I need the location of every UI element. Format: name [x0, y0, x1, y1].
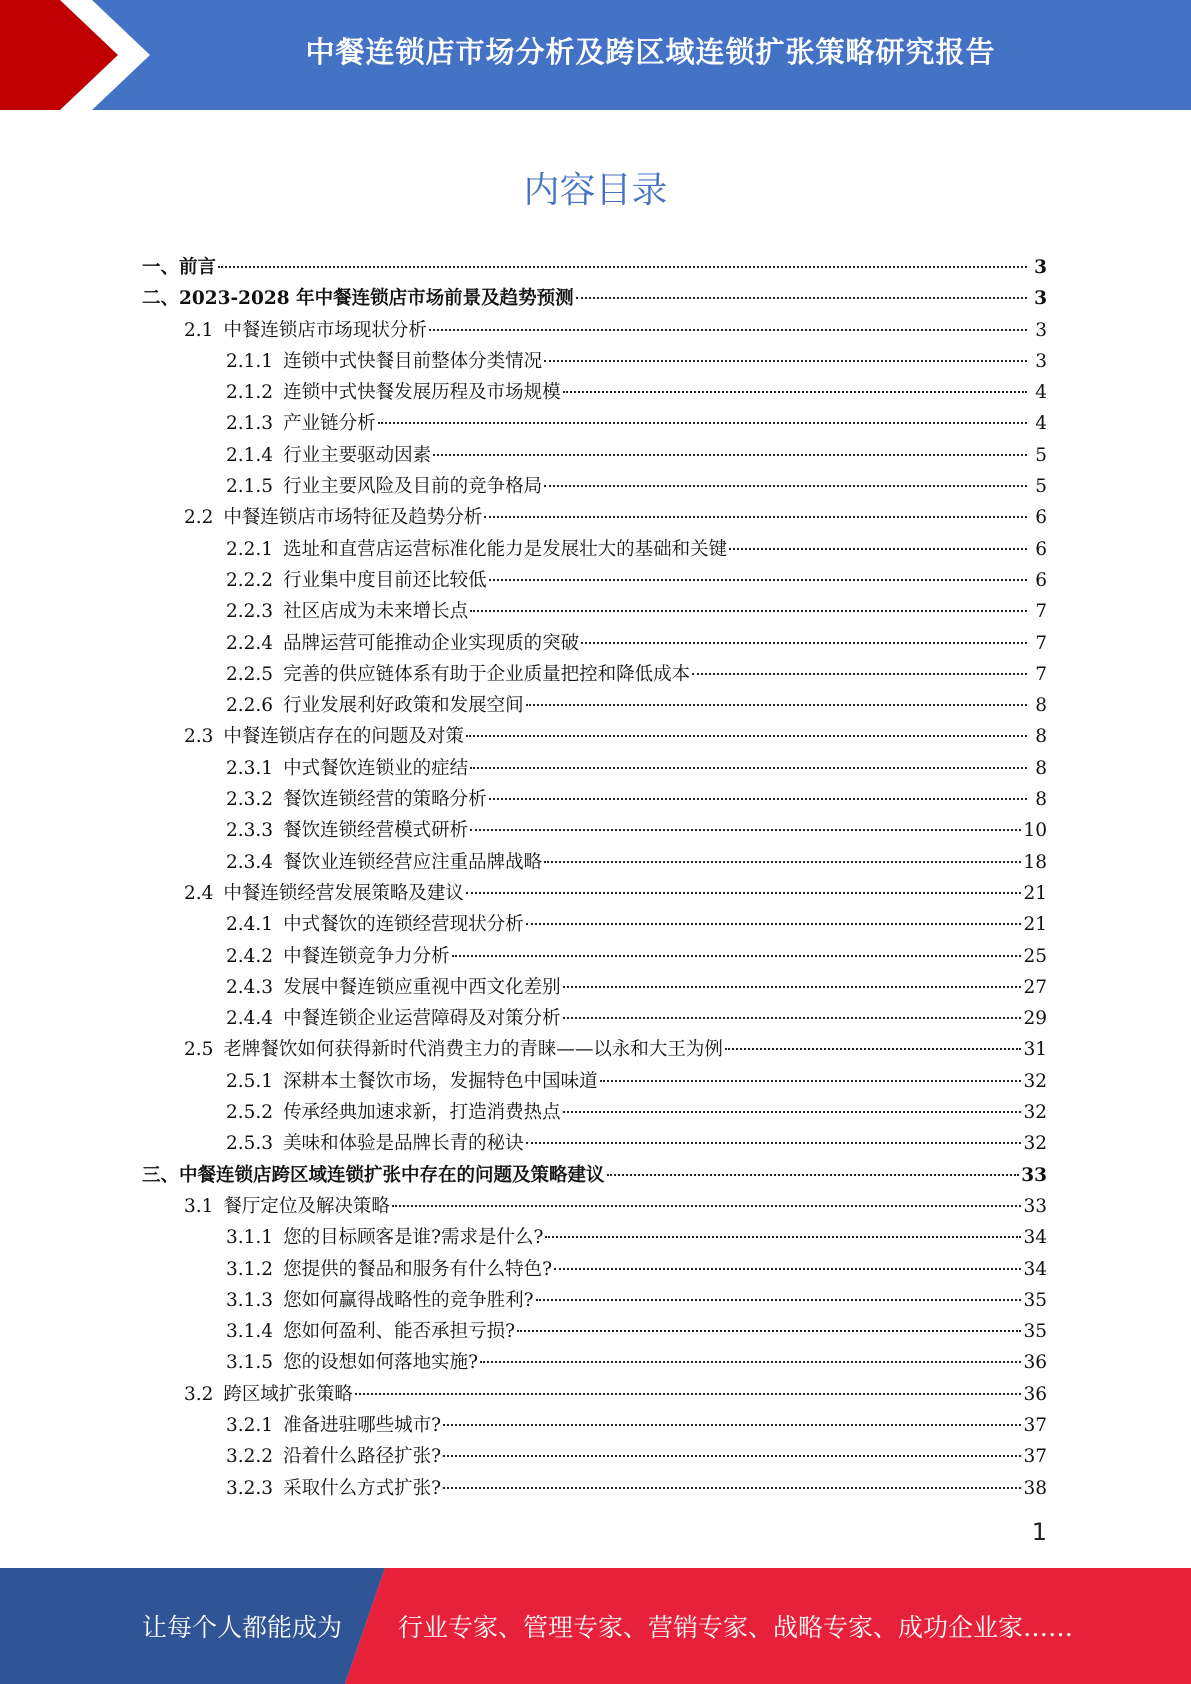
toc-dot-leader	[563, 1017, 1022, 1019]
toc-dot-leader	[517, 1330, 1021, 1332]
toc-entry[interactable]	[142, 1255, 1047, 1286]
toc-entry-title: 连锁中式快餐目前整体分类情况	[283, 350, 543, 372]
toc-entry-number: 2.5.2	[226, 1102, 274, 1124]
toc-entry-number: 2.2.3	[226, 601, 274, 623]
toc-entry[interactable]	[142, 378, 1047, 409]
toc-entry-title: 中餐连锁店市场特征及趋势分析	[223, 507, 483, 529]
toc-entry-page: 4	[1035, 413, 1047, 435]
toc-entry[interactable]	[142, 1411, 1047, 1442]
toc-entry-title: 行业主要驱动因素	[283, 444, 432, 466]
toc-entry-number: 2.1.2	[226, 382, 274, 404]
toc-entry-title: 连锁中式快餐发展历程及市场规模	[283, 382, 561, 404]
toc-dot-leader	[600, 1080, 1022, 1082]
toc-dot-leader	[544, 861, 1021, 863]
toc-heading: 内容目录	[523, 170, 668, 211]
toc-dot-leader	[429, 329, 1027, 331]
toc-entry-number: 3.2.3	[226, 1477, 274, 1499]
toc-entry-page: 18	[1023, 851, 1047, 873]
toc-entry-page: 32	[1023, 1133, 1047, 1155]
toc-entry-title: 完善的供应链体系有助于企业质量把控和降低成本	[283, 663, 691, 685]
toc-entry[interactable]	[142, 1067, 1047, 1098]
toc-entry-page: 25	[1023, 945, 1047, 967]
toc-entry[interactable]	[142, 722, 1047, 753]
toc-entry-title: 前言	[179, 257, 217, 278]
toc-entry-title: 选址和直营店运营标准化能力是发展壮大的基础和关键	[283, 538, 728, 560]
toc-entry[interactable]	[142, 1098, 1047, 1129]
toc-entry-number: 2.2.4	[226, 632, 274, 654]
toc-dot-leader	[526, 704, 1027, 706]
toc-entry-number: 2.3.4	[226, 851, 274, 873]
toc-entry-title: 您的设想如何落地实施?	[283, 1352, 478, 1374]
toc-entry-page: 27	[1023, 976, 1047, 998]
toc-entry-title: 发展中餐连锁应重视中西文化差别	[283, 976, 561, 998]
toc-entry-number: 3.2.2	[226, 1446, 274, 1468]
toc-dot-leader	[470, 610, 1027, 612]
toc-entry[interactable]	[142, 879, 1047, 910]
toc-dot-leader	[545, 1236, 1021, 1238]
toc-entry-page: 34	[1023, 1227, 1047, 1249]
toc-entry[interactable]	[142, 1380, 1047, 1411]
toc-entry-title: 品牌运营可能推动企业实现质的突破	[283, 632, 580, 654]
toc-entry-page: 7	[1035, 632, 1047, 654]
toc-entry-number: 2.4	[184, 882, 214, 904]
toc-entry[interactable]	[142, 347, 1047, 378]
toc-entry-title: 中餐连锁店跨区域连锁扩张中存在的问题及策略建议	[179, 1164, 605, 1186]
toc-entry[interactable]	[142, 1129, 1047, 1160]
toc-entry-title: 餐饮连锁经营的策略分析	[283, 789, 487, 811]
toc-entry[interactable]	[142, 1161, 1047, 1192]
footer-banner	[0, 1568, 1191, 1684]
toc-entry-title: 美味和体验是品牌长青的秘诀	[283, 1133, 524, 1155]
toc-dot-leader	[443, 1424, 1021, 1426]
toc-entry[interactable]	[142, 1317, 1047, 1348]
toc-dot-leader	[470, 829, 1021, 831]
report-title: 中餐连锁店市场分析及跨区域连锁扩张策略研究报告	[305, 34, 996, 69]
table-of-contents	[142, 253, 1047, 1505]
toc-entry-page: 32	[1023, 1102, 1047, 1124]
toc-entry-page: 6	[1035, 538, 1047, 560]
toc-entry[interactable]	[142, 1004, 1047, 1035]
toc-entry[interactable]	[142, 910, 1047, 941]
toc-entry-number: 2.4.1	[226, 914, 274, 936]
page-number: 1	[1031, 1518, 1047, 1546]
footer-slogan-left: 让每个人都能成为	[142, 1613, 343, 1642]
toc-dot-leader	[563, 391, 1027, 393]
header-banner	[0, 0, 1191, 110]
footer-slogan-right: 行业专家、管理专家、营销专家、战略专家、成功企业家……	[398, 1613, 1074, 1642]
toc-dot-leader	[489, 798, 1027, 800]
toc-dot-leader	[581, 642, 1027, 644]
toc-entry[interactable]	[142, 1223, 1047, 1254]
toc-entry-page: 5	[1035, 476, 1047, 498]
toc-entry[interactable]	[142, 816, 1047, 847]
toc-entry-number: 3.1.2	[226, 1258, 274, 1280]
toc-entry-title: 中餐连锁经营发展策略及建议	[223, 882, 464, 904]
toc-entry[interactable]	[142, 597, 1047, 628]
toc-entry-number: 2.4.3	[226, 976, 274, 998]
toc-dot-leader	[443, 1487, 1021, 1489]
toc-dot-leader	[466, 735, 1027, 737]
toc-dot-leader	[355, 1393, 1022, 1395]
toc-entry-number: 2.1.1	[226, 350, 274, 372]
toc-entry-title: 中餐连锁店市场现状分析	[223, 319, 427, 341]
toc-entry-page: 3	[1035, 350, 1047, 372]
toc-entry-page: 6	[1035, 569, 1047, 591]
toc-entry-page: 35	[1023, 1321, 1047, 1343]
toc-entry-number: 2.5.3	[226, 1133, 274, 1155]
toc-entry-number: 2.1.5	[226, 476, 274, 498]
toc-entry[interactable]	[142, 1474, 1047, 1505]
toc-entry-title: 中式餐饮的连锁经营现状分析	[283, 914, 524, 936]
toc-dot-leader	[526, 1142, 1022, 1144]
toc-entry[interactable]	[142, 284, 1047, 315]
toc-entry-title: 行业主要风险及目前的竞争格局	[283, 476, 543, 498]
toc-entry[interactable]	[142, 1192, 1047, 1223]
toc-dot-leader	[729, 548, 1027, 550]
toc-entry[interactable]	[142, 409, 1047, 440]
toc-entry-title: 中餐连锁企业运营障碍及对策分析	[283, 1008, 561, 1030]
toc-entry[interactable]	[142, 785, 1047, 816]
toc-entry-title: 餐饮连锁经营模式研析	[283, 820, 469, 842]
toc-entry-page: 33	[1021, 1164, 1047, 1186]
toc-entry[interactable]	[142, 1286, 1047, 1317]
toc-entry-title: 行业发展利好政策和发展空间	[283, 695, 524, 717]
toc-entry-page: 4	[1035, 382, 1047, 404]
toc-dot-leader	[378, 422, 1027, 424]
toc-entry[interactable]	[142, 754, 1047, 785]
toc-entry-number: 2.2.1	[226, 538, 274, 560]
toc-entry-title: 中式餐饮连锁业的症结	[283, 757, 469, 779]
toc-entry-page: 8	[1035, 789, 1047, 811]
toc-entry-number: 2.1	[184, 319, 214, 341]
toc-entry-number: 3.1.3	[226, 1289, 274, 1311]
toc-entry-title: 产业链分析	[283, 413, 376, 435]
toc-entry-title: 行业集中度目前还比较低	[283, 569, 487, 591]
toc-entry-title: 您提供的餐品和服务有什么特色?	[283, 1258, 552, 1280]
toc-dot-leader	[536, 1299, 1022, 1301]
toc-entry-page: 36	[1023, 1352, 1047, 1374]
toc-entry-number: 3.2	[184, 1383, 214, 1405]
toc-entry[interactable]	[142, 566, 1047, 597]
toc-entry-number: 2.2.2	[226, 569, 274, 591]
toc-entry-page: 8	[1035, 726, 1047, 748]
toc-entry-number: 2.2.5	[226, 663, 274, 685]
toc-entry[interactable]	[142, 316, 1047, 347]
toc-entry-page: 7	[1035, 601, 1047, 623]
toc-entry[interactable]	[142, 691, 1047, 722]
toc-entry-page: 38	[1023, 1477, 1047, 1499]
toc-dot-leader	[452, 955, 1022, 957]
toc-entry-page: 8	[1035, 757, 1047, 779]
toc-entry-number: 二、	[142, 288, 180, 310]
toc-entry[interactable]	[142, 1348, 1047, 1379]
toc-entry[interactable]	[142, 629, 1047, 660]
toc-entry-page: 36	[1023, 1383, 1047, 1405]
toc-dot-leader	[470, 767, 1027, 769]
toc-entry-number: 2.5.1	[226, 1070, 274, 1092]
toc-entry-page: 3	[1035, 319, 1047, 341]
toc-entry-number: 一、	[142, 257, 180, 278]
toc-entry-number: 2.2	[184, 507, 214, 529]
toc-dot-leader	[563, 986, 1022, 988]
toc-dot-leader	[607, 1174, 1020, 1176]
toc-entry-title: 中餐连锁店存在的问题及对策	[223, 726, 464, 748]
toc-entry-title: 您的目标顾客是谁?需求是什么?	[283, 1227, 544, 1249]
toc-entry-page: 37	[1023, 1446, 1047, 1468]
toc-entry-number: 2.1.4	[226, 444, 274, 466]
toc-dot-leader	[563, 1111, 1022, 1113]
toc-entry-number: 2.5	[184, 1039, 214, 1061]
toc-dot-leader	[554, 1268, 1021, 1270]
toc-entry-number: 三、	[142, 1164, 180, 1186]
toc-entry[interactable]	[142, 503, 1047, 534]
toc-dot-leader	[218, 266, 1027, 268]
toc-entry-page: 5	[1035, 444, 1047, 466]
toc-dot-leader	[544, 485, 1027, 487]
toc-entry-title: 采取什么方式扩张?	[283, 1477, 441, 1499]
toc-entry[interactable]	[142, 660, 1047, 691]
toc-dot-leader	[443, 1455, 1021, 1457]
toc-entry-page: 29	[1023, 1008, 1047, 1030]
toc-dot-leader	[484, 516, 1027, 518]
toc-entry[interactable]	[142, 441, 1047, 472]
toc-entry-title: 餐饮业连锁经营应注重品牌战略	[283, 851, 543, 873]
toc-dot-leader	[725, 1048, 1022, 1050]
toc-entry-number: 2.4.4	[226, 1008, 274, 1030]
toc-entry-number: 2.2.6	[226, 695, 274, 717]
toc-entry-title: 准备进驻哪些城市?	[283, 1414, 441, 1436]
toc-entry-title: 老牌餐饮如何获得新时代消费主力的青睐——以永和大王为例	[223, 1039, 723, 1061]
toc-entry-number: 3.1.1	[226, 1227, 274, 1249]
toc-dot-leader	[480, 1361, 1021, 1363]
toc-entry-title: 深耕本土餐饮市场，发掘特色中国味道	[283, 1070, 598, 1092]
toc-entry-page: 3	[1034, 257, 1047, 278]
toc-entry-number: 3.2.1	[226, 1414, 274, 1436]
toc-entry-page: 31	[1023, 1039, 1047, 1061]
toc-entry-page: 6	[1035, 507, 1047, 529]
toc-entry-page: 8	[1035, 695, 1047, 717]
toc-entry-title: 您如何盈利、能否承担亏损?	[283, 1321, 515, 1343]
toc-dot-leader	[489, 579, 1027, 581]
toc-entry[interactable]	[142, 1035, 1047, 1066]
toc-dot-leader	[466, 892, 1022, 894]
toc-entry-title: 中餐连锁竞争力分析	[283, 945, 450, 967]
toc-dot-leader	[692, 673, 1027, 675]
toc-entry-title: 2023-2028 年中餐连锁店市场前景及趋势预测	[179, 288, 574, 310]
toc-entry[interactable]	[142, 848, 1047, 879]
toc-entry-number: 2.3.2	[226, 789, 274, 811]
toc-entry[interactable]	[142, 535, 1047, 566]
toc-entry-page: 34	[1023, 1258, 1047, 1280]
toc-entry-page: 32	[1023, 1070, 1047, 1092]
toc-dot-leader	[392, 1205, 1022, 1207]
toc-entry[interactable]	[142, 1442, 1047, 1473]
toc-entry-number: 3.1.5	[226, 1352, 274, 1374]
toc-entry-page: 7	[1035, 663, 1047, 685]
toc-entry-number: 2.3.1	[226, 757, 274, 779]
toc-entry-number: 2.3.3	[226, 820, 274, 842]
toc-entry-page: 3	[1034, 288, 1047, 310]
toc-entry-page: 10	[1023, 820, 1047, 842]
toc-entry-page: 21	[1023, 914, 1047, 936]
toc-entry-page: 35	[1023, 1289, 1047, 1311]
toc-entry-title: 餐厅定位及解决策略	[223, 1195, 390, 1217]
toc-entry-number: 2.1.3	[226, 413, 274, 435]
toc-dot-leader	[433, 454, 1027, 456]
toc-entry-page: 33	[1023, 1195, 1047, 1217]
toc-entry-title: 社区店成为未来增长点	[283, 601, 469, 623]
toc-dot-leader	[576, 297, 1027, 299]
toc-entry[interactable]	[142, 472, 1047, 503]
toc-dot-leader	[544, 360, 1027, 362]
toc-dot-leader	[526, 923, 1022, 925]
toc-entry-title: 您如何赢得战略性的竞争胜利?	[283, 1289, 534, 1311]
toc-entry-title: 沿着什么路径扩张?	[283, 1446, 441, 1468]
toc-entry-number: 2.4.2	[226, 945, 274, 967]
toc-entry[interactable]	[142, 942, 1047, 973]
toc-entry-page: 37	[1023, 1414, 1047, 1436]
toc-entry-title: 传承经典加速求新，打造消费热点	[283, 1102, 561, 1124]
toc-entry[interactable]	[142, 973, 1047, 1004]
toc-entry[interactable]	[142, 253, 1047, 284]
toc-entry-number: 3.1.4	[226, 1321, 274, 1343]
toc-entry-title: 跨区域扩张策略	[223, 1383, 353, 1405]
toc-entry-number: 3.1	[184, 1195, 214, 1217]
toc-entry-number: 2.3	[184, 726, 214, 748]
toc-entry-page: 21	[1023, 882, 1047, 904]
